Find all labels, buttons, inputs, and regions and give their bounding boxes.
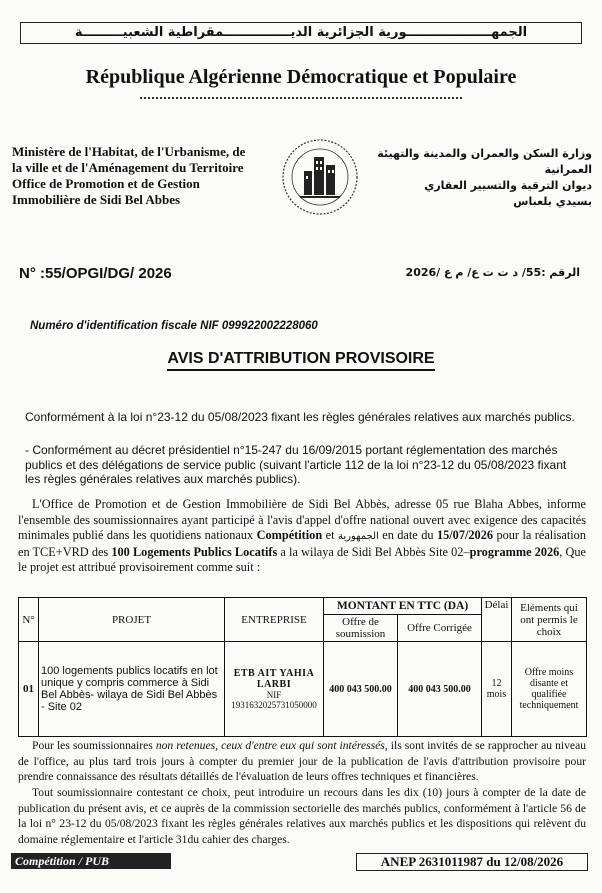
table-row bbox=[19, 642, 587, 737]
ministry-line: Ministère de l'Habitat, de l'Urbanisme, de bbox=[12, 144, 246, 159]
text-run: et bbox=[322, 528, 338, 542]
office-line: Immobilière de Sidi Bel Abbes bbox=[12, 192, 181, 207]
ministry-arabic-line: وزارة السكن والعمران والمدينة والتهيئة العمرانية bbox=[377, 147, 592, 176]
newspaper-name: Compétition bbox=[256, 528, 323, 542]
newspaper-name-arabic: الجمهورية bbox=[337, 531, 379, 542]
cell-projet: 100 logements publics locatifs en lot unique y compris commerce à Sidi Bel Abbès- wilaya de Sidi Bel Abbès - Site 02 bbox=[39, 642, 225, 737]
reference-number-fr: N° :55/OPGI/DG/ 2026 bbox=[19, 265, 172, 282]
ministry-french-block bbox=[12, 144, 270, 208]
publication-date: 15/07/2026 bbox=[436, 528, 493, 542]
appeal-paragraph: Tout soumissionnaire contestant ce choix, peut introduire un recours dans les dix (10) jours à compter de la date de publication du présent avis, et ce auprès de la commission sectorielle des marchés publics, conformément à l'article 56 de la loi n° 23-12 du 05/08/2023 fixant les règles générales relatives aux marchés publics et les dispositions qui relèvent du domaine réglementaire et l'article 31du cahier des charges. bbox=[18, 786, 586, 846]
text-run: en date du bbox=[378, 528, 437, 542]
nif-line: Numéro d'identification fiscale NIF 099922002228060 bbox=[30, 320, 318, 332]
company-nif-label: NIF bbox=[266, 690, 282, 700]
office-line: Office de Promotion et de Gestion bbox=[12, 176, 200, 191]
company-nif: 1931632025731050000 bbox=[231, 700, 317, 710]
col-header-delai: Délai bbox=[482, 598, 512, 642]
republic-title: République Algérienne Démocratique et Populaire bbox=[85, 66, 517, 88]
cell-offre-corrigee: 400 043 500.00 bbox=[398, 642, 482, 737]
ministry-line: la ville et de l'Aménagement du Territoire bbox=[12, 160, 244, 175]
company-name: ETB AIT YAHIA LARBI bbox=[233, 668, 315, 690]
text-run: Pour les soumissionnaires bbox=[32, 739, 156, 752]
col-header-offre-corrigee: Offre Corrigée bbox=[398, 615, 482, 642]
cell-offre-soumission: 400 043 500.00 bbox=[324, 642, 398, 737]
notice-title-text: AVIS D'ATTRIBUTION PROVISOIRE bbox=[167, 350, 434, 371]
arabic-republic-banner: الجمهـــــــــــــــــــورية الجزائرية الديـــــــــــــــمقراطية الشعبيـــــــــة bbox=[20, 22, 582, 44]
col-header-projet: PROJET bbox=[39, 598, 225, 642]
notice-title bbox=[0, 350, 602, 368]
ministry-arabic-line: بسيدي بلعباس bbox=[513, 195, 592, 208]
table-header-row bbox=[19, 598, 587, 615]
text-run: ils sont invités de se rapprocher au niveau de l'office, au plus tard trois jours à compter du premier jour de la publication de l'avis d'attribution provisoire pour prendre connaissance des résultats détaillés de l'évaluation de leurs offres techniques et financières. bbox=[18, 739, 587, 783]
text-run: , Que le projet est attribué provisoirement comme suit : bbox=[18, 544, 586, 574]
col-header-montant: MONTANT EN TTC (DA) bbox=[324, 598, 482, 615]
footer-source-label: Compétition / PUB bbox=[11, 853, 171, 869]
col-header-elements: Eléments qui ont permis le choix bbox=[512, 598, 587, 642]
opgi-logo bbox=[280, 133, 360, 221]
ministry-arabic-line: ديوان الترقية والتسيير العقاري bbox=[424, 179, 592, 192]
programme-year: programme 2026 bbox=[469, 544, 560, 559]
cell-delai: 12 mois bbox=[482, 642, 512, 737]
legal-basis-paragraph: Conformément à la loi n°23-12 du 05/08/2023 fixant les règles générales relatives aux marchés publics. bbox=[25, 410, 575, 424]
dotted-divider bbox=[140, 97, 462, 99]
ministry-arabic-block bbox=[352, 146, 592, 210]
opgi-logo-icon bbox=[280, 133, 360, 221]
text-run: pour la réalisation en TCE+VRD des bbox=[18, 528, 586, 559]
attribution-table bbox=[18, 597, 587, 737]
cell-no: 01 bbox=[19, 642, 39, 737]
text-run: a la wilaya de Sidi Bel Abbès Site 02– bbox=[277, 544, 470, 559]
decree-paragraph: - Conformément au décret présidentiel n°15-247 du 16/09/2015 portant réglementation des marchés publics et des délégations de service public (suivant l'article 112 de la loi n°23-12 du 05/08/2023 fixant les règles générales relatives aux marchés publics). bbox=[25, 443, 567, 486]
col-header-entreprise: ENTREPRISE bbox=[225, 598, 324, 642]
cell-elements: Offre moins disante et qualifiée techniquement bbox=[512, 642, 587, 737]
text-run-italic: non retenues, ceux d'entre eux qui sont intéressés, bbox=[155, 739, 388, 752]
reference-number-ar: الرقم :55/ د ت ت ع/ م ع /2026 bbox=[405, 266, 580, 279]
col-header-no: N° bbox=[19, 598, 39, 642]
non-retained-paragraph bbox=[18, 738, 586, 785]
footer-anep-reference: ANEP 2631011987 du 12/08/2026 bbox=[356, 853, 588, 871]
cell-entreprise bbox=[225, 642, 324, 737]
text-run: L'Office de Promotion et de Gestion Immobilière de Sidi Bel Abbès, adresse 05 rue Blaha Abbes, informe l'ensemble des soumissionnaires ayant participé à l'avis d'appel d'offre national ouvert avec exigence des capacités minimales publié dans les quotidiens nationaux bbox=[18, 497, 586, 542]
project-name: 100 Logements Publics Locatifs bbox=[111, 544, 278, 559]
col-header-offre-soumission: Offre de soumission bbox=[324, 615, 398, 642]
attribution-paragraph bbox=[18, 497, 586, 576]
